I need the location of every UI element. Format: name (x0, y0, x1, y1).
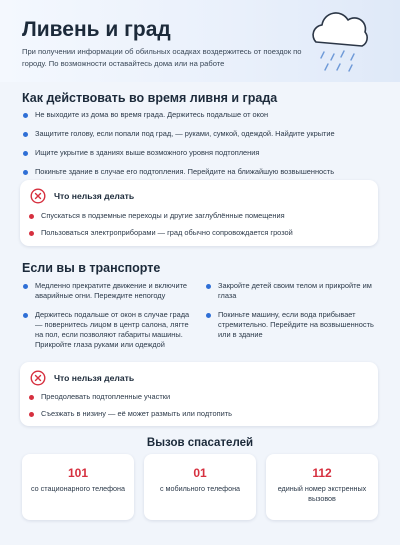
list-item: Защитите голову, если попали под град, — руками, сумкой, одеждой. Найдите укрытие (22, 129, 382, 139)
bullet-icon (29, 231, 34, 236)
emergency-number: 112 (312, 466, 332, 480)
list-item: Спускаться в подземные переходы и другие заглублённые помещения (28, 211, 368, 221)
list-item: Ищите укрытие в зданиях выше возможного уровня подтопления (22, 148, 382, 158)
emergency-number-label: с мобильного телефона (159, 484, 241, 493)
emergency-number-card (22, 454, 134, 520)
emergency-number-card (144, 454, 256, 520)
list-item: Пользоваться электроприборами — град обычно сопровождается грозой (28, 228, 368, 238)
card-title: Что нельзя делать (54, 191, 135, 201)
page-title: Ливень и град (22, 18, 171, 41)
header-banner (0, 0, 400, 82)
section-heading-transport: Если вы в транспорте (22, 261, 161, 275)
list-item: Покиньте здание в случае его подтопления. Перейдите на ближайшую возвышенность (22, 167, 382, 177)
bullet-icon (23, 132, 28, 137)
emergency-number-label: со стационарного телефона (30, 484, 126, 493)
bullet-icon (23, 170, 28, 175)
list-item: Закройте детей своим телом и прикройте им глаза (205, 281, 380, 301)
transport-right-column (205, 281, 380, 340)
list-item: Медленно прекратите движение и включите аварийные огни. Переждите непогоду (22, 281, 197, 301)
bullet-icon (23, 113, 28, 118)
section-heading-rain-hail: Как действовать во время ливня и града (22, 91, 278, 105)
bullet-icon (206, 284, 211, 289)
list-item: Не выходите из дома во время града. Держитесь подальше от окон (22, 110, 382, 120)
page-subtitle: При получении информации об обильных осадках воздержитесь от поездок по городу. По возможности оставайтесь дома или на работе (22, 47, 302, 68)
rain-hail-actions-list (22, 110, 382, 177)
forbidden-list (28, 392, 368, 419)
bullet-icon (29, 412, 34, 417)
prohibited-icon (30, 188, 46, 204)
bullet-icon (23, 151, 28, 156)
cloud-rain-icon (306, 6, 376, 76)
bullet-icon (23, 313, 28, 318)
bullet-icon (29, 214, 34, 219)
emergency-number-card (266, 454, 378, 520)
prohibited-icon (30, 370, 46, 386)
emergency-number: 101 (67, 466, 89, 480)
forbidden-list (28, 211, 368, 238)
bullet-icon (23, 284, 28, 289)
bullet-icon (206, 313, 211, 318)
rescue-heading: Вызов спасателей (146, 437, 254, 449)
emergency-number: 01 (193, 466, 207, 480)
card-title: Что нельзя делать (54, 373, 135, 383)
bullet-icon (29, 395, 34, 400)
emergency-number-label: единый номер экстренных вызовов (277, 484, 367, 503)
list-item: Преодолевать подтопленные участки (28, 392, 368, 402)
forbidden-card (20, 180, 378, 246)
transport-left-column (22, 281, 197, 350)
list-item: Держитесь подальше от окон в случае града — повернитесь лицом в центр салона, лягте на пол, если позволяют габариты машины. Прикройте глаза руками или одеждой (22, 310, 197, 350)
forbidden-card (20, 362, 378, 426)
list-item: Съезжать в низину — её может размыть или подтопить (28, 409, 368, 419)
list-item: Покиньте машину, если вода прибывает стремительно. Перейдите на возвышенность или в здание (205, 310, 380, 340)
